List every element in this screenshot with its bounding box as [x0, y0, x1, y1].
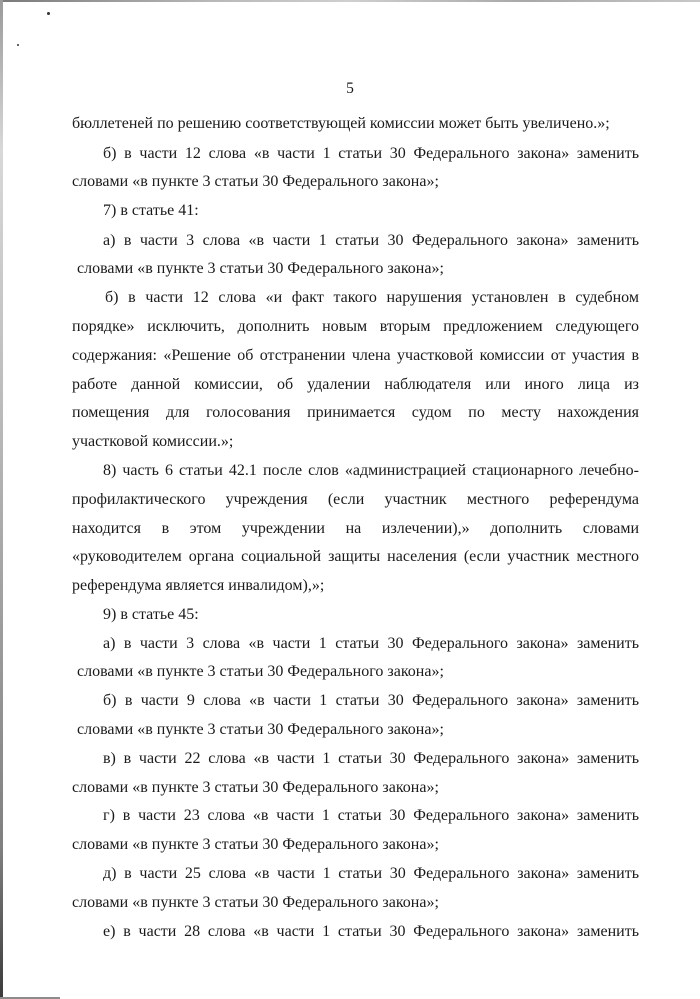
text-line: словами «в пункте 3 статьи 30 Федерального закона»;: [77, 721, 444, 738]
text-line: профилактического учреждения (если участник местного референдума: [72, 491, 639, 508]
text-line: находится в этом учреждении на излечении),» дополнить словами: [72, 520, 639, 537]
text-line: словами «в пункте 3 статьи 30 Федерального закона»;: [72, 894, 439, 911]
scan-speck: [17, 44, 19, 46]
text-line: бюллетеней по решению соответствующей комиссии может быть увеличено.»;: [72, 115, 610, 132]
text-line: работе данной комиссии, об удалении наблюдателя или иного лица из: [72, 376, 639, 393]
scan-speck: [47, 12, 50, 15]
text-line: б) в части 12 слова «в части 1 статьи 30 Федерального закона» заменить: [103, 145, 639, 162]
text-line: словами «в пункте 3 статьи 30 Федерального закона»;: [77, 260, 444, 277]
scan-edge-left: [0, 0, 3, 999]
text-line: 8) часть 6 статьи 42.1 после слов «администрацией стационарного лечебно-: [103, 462, 639, 479]
text-line: 9) в статье 45:: [103, 606, 199, 623]
text-line: участковой комиссии.»;: [72, 433, 234, 450]
text-line: содержания: «Решение об отстранении члена участковой комиссии от участия в: [72, 347, 639, 364]
text-line: словами «в пункте 3 статьи 30 Федерального закона»;: [77, 663, 444, 680]
text-line: помещения для голосования принимается судом по месту нахождения: [72, 404, 639, 421]
text-line: словами «в пункте 3 статьи 30 Федерального закона»;: [72, 836, 439, 853]
text-line: «руководителем органа социальной защиты населения (если участник местного: [72, 548, 639, 565]
text-line: г) в части 23 слова «в части 1 статьи 30 Федерального закона» заменить: [103, 807, 639, 824]
text-line: б) в части 9 слова «в части 1 статьи 30 Федерального закона» заменить: [103, 692, 639, 709]
text-line: референдума является инвалидом),»;: [72, 577, 325, 594]
text-line: 7) в статье 41:: [103, 202, 199, 219]
page-number: 5: [346, 80, 354, 97]
text-line: б) в части 12 слова «и факт такого нарушения установлен в судебном: [105, 289, 639, 306]
text-line: д) в части 25 слова «в части 1 статьи 30 Федерального закона» заменить: [103, 865, 639, 882]
text-line: а) в части 3 слова «в части 1 статьи 30 Федерального закона» заменить: [103, 232, 639, 249]
text-line: словами «в пункте 3 статьи 30 Федерального закона»;: [72, 173, 439, 190]
text-line: е) в части 28 слова «в части 1 статьи 30 Федерального закона» заменить: [103, 923, 639, 940]
text-line: в) в части 22 слова «в части 1 статьи 30 Федерального закона» заменить: [103, 750, 639, 767]
text-line: а) в части 3 слова «в части 1 статьи 30 Федерального закона» заменить: [103, 635, 639, 652]
text-line: порядке» исключить, дополнить новым вторым предложением следующего: [72, 318, 639, 335]
text-line: словами «в пункте 3 статьи 30 Федерального закона»;: [72, 779, 439, 796]
scan-edge-top: [0, 0, 700, 2]
